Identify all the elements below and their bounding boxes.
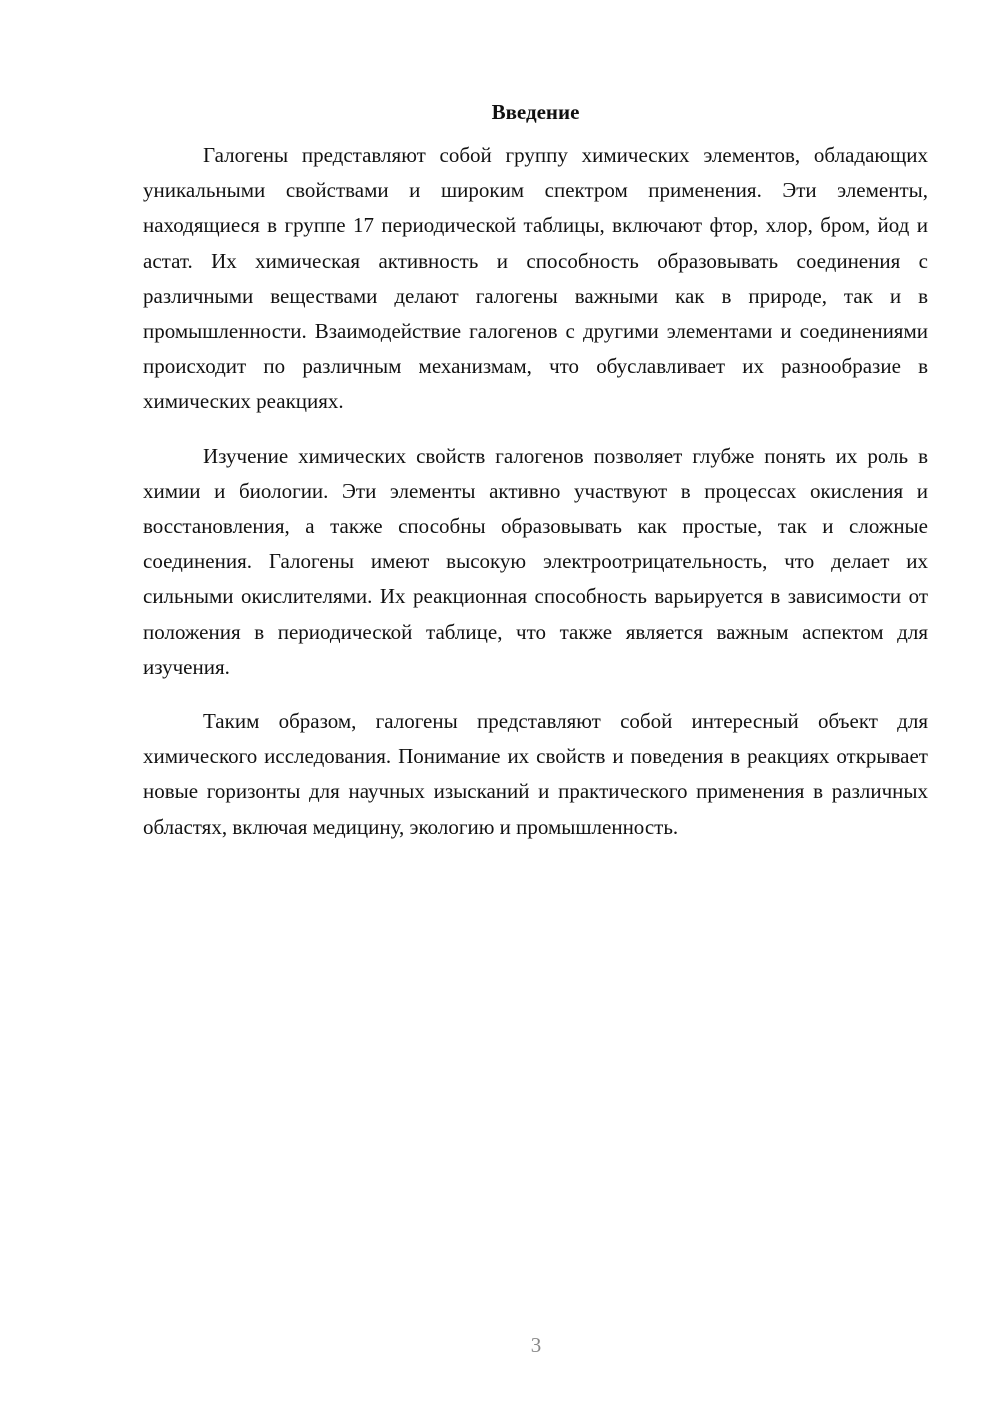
paragraph-3: Таким образом, галогены представляют собой интересный объект для химического исследования. Понимание их свойств и поведения в реакциях открывает новые горизонты для научных изысканий и практического применения в различных областях, включая медицину, экологию и промышленность. — [143, 709, 928, 839]
page-number: 3 — [530, 1333, 542, 1357]
paragraph-2: Изучение химических свойств галогенов позволяет глубже понять их роль в химии и биологии. Эти элементы активно участвуют в процессах окисления и восстановления, а также способны образовывать как простые, так и сложные соединения. Галогены имеют высокую электроотрицательность, что делает их сильными окислителями. Их реакционная способность варьируется в зависимости от положения в периодической таблице, что также является важным аспектом для изучения. — [143, 443, 928, 679]
page-content — [143, 96, 928, 864]
section-title: Введение — [491, 100, 580, 124]
paragraph-1: Галогены представляют собой группу химических элементов, обладающих уникальными свойствами и широким спектром применения. Эти элементы, находящиеся в группе 17 периодической таблицы, включают фтор, хлор, бром, йод и астат. Их химическая активность и способность образовывать соединения с различными веществами делают галогены важными как в природе, так и в промышленности. Взаимодействие галогенов с другими элементами и соединениями происходит по различным механизмам, что обуславливает их разнообразие в химических реакциях. — [143, 143, 928, 414]
